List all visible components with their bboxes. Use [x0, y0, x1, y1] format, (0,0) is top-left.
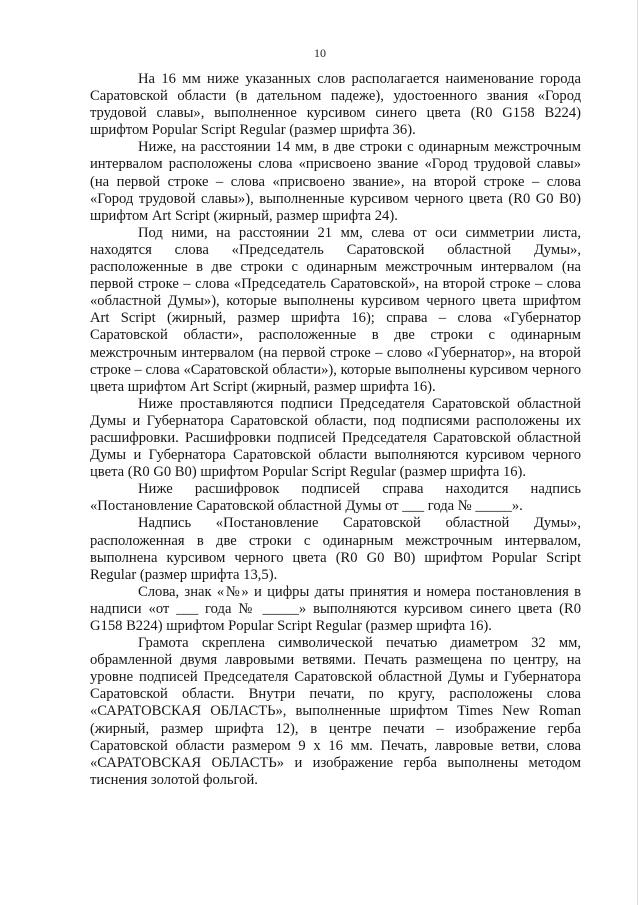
paragraph: Ниже, на расстоянии 14 мм, в две строки с одинарным межстрочным интервалом расположены слова «присвоено звание «Город трудовой славы» (на первой строке – слова «присвоено звание», на второй строке – слова «Город трудовой славы»), выполненные курсивом черного цвета (R0 G0 B0) шрифтом Art Script (жирный, размер шрифта 24). [90, 139, 581, 224]
paragraph: Слова, знак «№» и цифры даты принятия и номера постановления в надписи «от ___ года № _____» выполняются курсивом синего цвета (R0 G158 B224) шрифтом Popular Script Regular (размер шрифта 16). [90, 583, 581, 634]
paragraph: Грамота скреплена символической печатью диаметром 32 мм, обрамленной двумя лавровыми ветвями. Печать размещена по центру, на уровне подписей Председателя Саратовской областной Думы и Губернатора Саратовской области. Внутри печати, по кругу, расположены слова «САРАТОВСКАЯ ОБЛАСТЬ», выполненные шрифтом Times New Roman (жирный, размер шрифта 12), в центре печати – изображение герба Саратовской области размером 9 х 16 мм. Печать, лавровые ветви, слова «САРАТОВСКАЯ ОБЛАСТЬ» и изображение герба выполнены методом тиснения золотой фольгой. [90, 635, 581, 788]
page-number: 10 [314, 46, 326, 60]
paragraph: Надпись «Постановление Саратовской областной Думы», расположенная в две строки с одинарным межстрочным интервалом, выполнена курсивом черного цвета (R0 G0 B0) шрифтом Popular Script Regular (размер шрифта 13,5). [90, 515, 581, 583]
scan-edge-divider [637, 0, 638, 905]
paragraph: Ниже расшифровок подписей справа находится надпись «Постановление Саратовской областной Думы от ___ года № _____». [90, 481, 581, 515]
paragraph: Ниже проставляются подписи Председателя Саратовской областной Думы и Губернатора Саратовской области, под подписями расположены их расшифровки. Расшифровки подписей Председателя Саратовской областной Думы и Губернатора Саратовской области выполняются курсивом черного цвета (R0 G0 B0) шрифтом Popular Script Regular (размер шрифта 16). [90, 395, 581, 481]
paragraph: На 16 мм ниже указанных слов располагается наименование города Саратовской области (в дательном падеже), удостоенного звания «Город трудовой славы», выполненное курсивом синего цвета (R0 G158 B224) шрифтом Popular Script Regular (размер шрифта 36). [90, 71, 581, 139]
body-text [90, 71, 581, 789]
paragraph: Под ними, на расстоянии 21 мм, слева от оси симметрии листа, находятся слова «Председатель Саратовской областной Думы», расположенные в две строки с одинарным межстрочным интервалом (на первой строке – слова «Председатель Саратовской», на второй строке – слова «областной Думы»), которые выполнены курсивом черного цвета шрифтом Art Script (жирный, размер шрифта 16); справа – слова «Губернатор Саратовской области», расположенные в две строки с одинарным межстрочным интервалом (на первой строке – слово «Губернатор», на второй строке – слова «Саратовской области»), которые выполнены курсивом черного цвета шрифтом Art Script (жирный, размер шрифта 16). [90, 224, 581, 395]
